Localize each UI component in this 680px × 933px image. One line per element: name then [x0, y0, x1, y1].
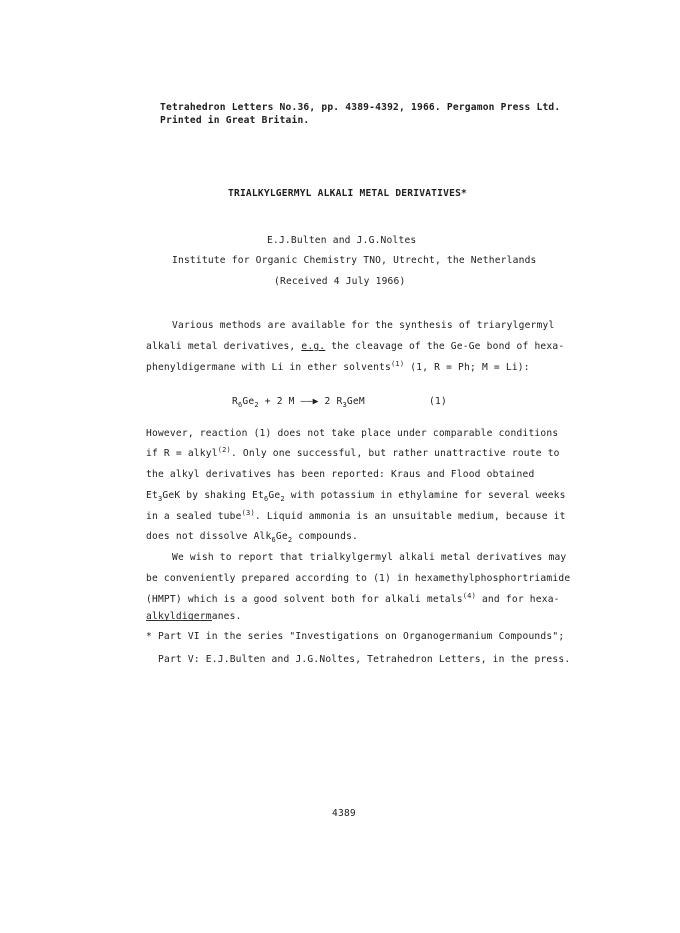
p2-line5: in a sealed tube$^{(3)}$. Liquid ammonia is an unsuitable medium, because it [146, 508, 566, 522]
reference-4: (4) [462, 591, 476, 600]
p1-line1: Various methods are available for the synthesis of triarylgermyl [172, 320, 555, 331]
p2-line6: does not dissolve $Alk_6Ge_2$ compounds. [146, 531, 359, 544]
journal-citation: Tetrahedron Letters No.36, pp. 4389-4392, 1966. Pergamon Press Ltd. [160, 102, 561, 113]
p3-line2: be conveniently prepared according to (1) in hexamethylphosphortriamide [146, 573, 571, 584]
p1-line2: alkali metal derivatives, e.g. the cleavage of the Ge-Ge bond of hexa- [146, 341, 565, 352]
p2-line1: However, reaction (1) does not take place under comparable conditions [146, 428, 559, 439]
affiliation: Institute for Organic Chemistry TNO, Utrecht, the Netherlands [172, 255, 537, 266]
reaction-arrow: ——▶ [300, 396, 319, 407]
authors: E.J.Bulten and J.G.Noltes [267, 235, 417, 246]
p2-line3: the alkyl derivatives has been reported: Kraus and Flood obtained [146, 469, 535, 480]
equation-number: (1) [429, 396, 447, 407]
p2-line2: if R = alkyl$^{(2)}$. Only one successful, but rather unattractive route to [146, 445, 560, 459]
article-title: TRIALKYLGERMYL ALKALI METAL DERIVATIVES* [228, 188, 468, 199]
footnote-divider [146, 620, 212, 621]
page-number: 4389 [332, 808, 356, 819]
p2-line4: $Et_3GeK$ by shaking $Et_6Ge_2$ with potassium in ethylamine for several weeks [146, 490, 566, 503]
p3-line1: We wish to report that trialkylgermyl alkali metal derivatives may [172, 552, 567, 563]
printed-in: Printed in Great Britain. [160, 115, 310, 126]
footnote-line1: * Part VI in the series "Investigations on Organogermanium Compounds"; [146, 631, 565, 642]
reference-3: (3) [241, 508, 255, 517]
reference-2: (2) [217, 445, 231, 454]
p3-line4: alkyldigermanes. [146, 611, 242, 622]
p3-line3: (HMPT) which is a good solvent both for alkali metals$^{(4)}$ and for hexa- [146, 591, 560, 605]
p1-line3: phenyldigermane with Li in ether solvents$^{(1)}$ (1, R = Ph; M = Li): [146, 359, 530, 373]
reference-1: (1) [391, 359, 405, 368]
received-date: (Received 4 July 1966) [274, 276, 406, 287]
footnote-line2: Part V: E.J.Bulten and J.G.Noltes, Tetrahedron Letters, in the press. [158, 654, 571, 665]
reaction-equation: $R_6Ge_2 + 2$ M ——▶ 2 $R_3GeM$ [232, 396, 365, 409]
